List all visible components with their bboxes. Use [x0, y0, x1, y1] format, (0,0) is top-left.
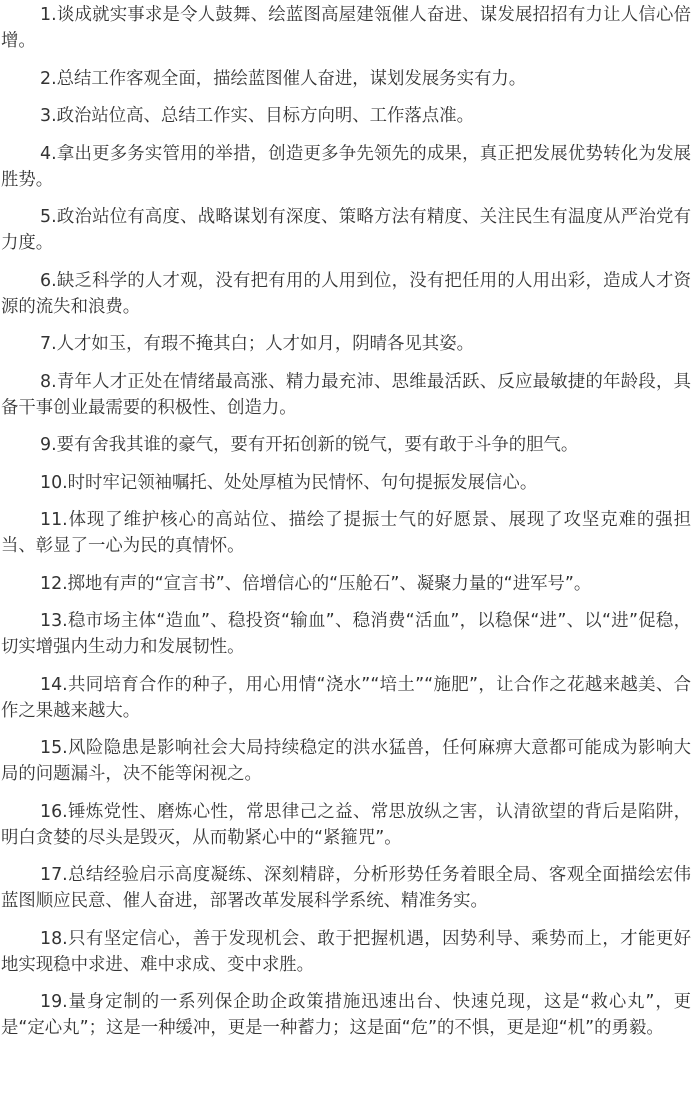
paragraph-1: 1.谈成就实事求是令人鼓舞、绘蓝图高屋建瓴催人奋进、谋发展招招有力让人信心倍增。 — [1, 5, 691, 51]
paragraph-5: 5.政治站位有高度、战略谋划有深度、策略方法有精度、关注民生有温度从严治党有力度。 — [1, 207, 691, 253]
paragraph-14: 14.共同培育合作的种子，用心用情“浇水”“培土”“施肥”，让合作之花越来越美、合作之果越来越大。 — [1, 674, 691, 721]
paragraph-4: 4.拿出更多务实管用的举措，创造更多争先领先的成果，真正把发展优势转化为发展胜势。 — [1, 143, 691, 190]
paragraph-8: 8.青年人才正处在情绪最高涨、精力最充沛、思维最活跃、反应最敏捷的年龄段，具备干事创业最需要的积极性、创造力。 — [1, 371, 691, 418]
paragraph-13: 13.稳市场主体“造血”、稳投资“输血”、稳消费“活血”，以稳保“进”、以“进”促稳，切实增强内生动力和发展韧性。 — [1, 611, 691, 657]
paragraph-18: 18.只有坚定信心，善于发现机会、敢于把握机遇，因势利导、乘势而上，才能更好地实现稳中求进、难中求成、变中求胜。 — [1, 928, 691, 975]
paragraph-7: 7.人才如玉，有瑕不掩其白；人才如月，阴晴各见其姿。 — [40, 334, 474, 354]
paragraph-16: 16.锤炼党性、磨炼心性，常思律己之益、常思放纵之害，认清欲望的背后是陷阱，明白贪婪的尽头是毁灭，从而勒紧心中的“紧箍咒”。 — [1, 801, 691, 848]
paragraph-12: 12.掷地有声的“宣言书”、倍增信心的“压舱石”、凝聚力量的“进军号”。 — [40, 573, 592, 594]
document-body — [0, 2, 693, 1041]
paragraph-11: 11.体现了维护核心的高站位、描绘了提振士气的好愿景、展现了攻坚克难的强担当、彰显了一心为民的真情怀。 — [1, 510, 691, 556]
paragraph-6: 6.缺乏科学的人才观，没有把有用的人用到位，没有把任用的人用出彩，造成人才资源的流失和浪费。 — [1, 270, 691, 317]
paragraph-15: 15.风险隐患是影响社会大局持续稳定的洪水猛兽，任何麻痹大意都可能成为影响大局的问题漏斗，决不能等闲视之。 — [1, 738, 691, 784]
paragraph-19: 19.量身定制的一系列保企助企政策措施迅速出台、快速兑现，这是“救心丸”，更是“定心丸”；这是一种缓冲，更是一种蓄力；这是面“危”的不惧，更是迎“机”的勇毅。 — [1, 992, 691, 1038]
paragraph-9: 9.要有舍我其谁的豪气，要有开拓创新的锐气，要有敢于斗争的胆气。 — [40, 435, 579, 455]
paragraph-10: 10.时时牢记领袖嘱托、处处厚植为民情怀、句句提振发展信心。 — [40, 472, 538, 493]
paragraph-17: 17.总结经验启示高度凝练、深刻精辟，分析形势任务着眼全局、客观全面描绘宏伟蓝图顺应民意、催人奋进，部署改革发展科学系统、精准务实。 — [1, 865, 691, 911]
paragraph-2: 2.总结工作客观全面，描绘蓝图催人奋进，谋划发展务实有力。 — [40, 68, 527, 89]
paragraph-3: 3.政治站位高、总结工作实、目标方向明、工作落点准。 — [40, 106, 474, 126]
